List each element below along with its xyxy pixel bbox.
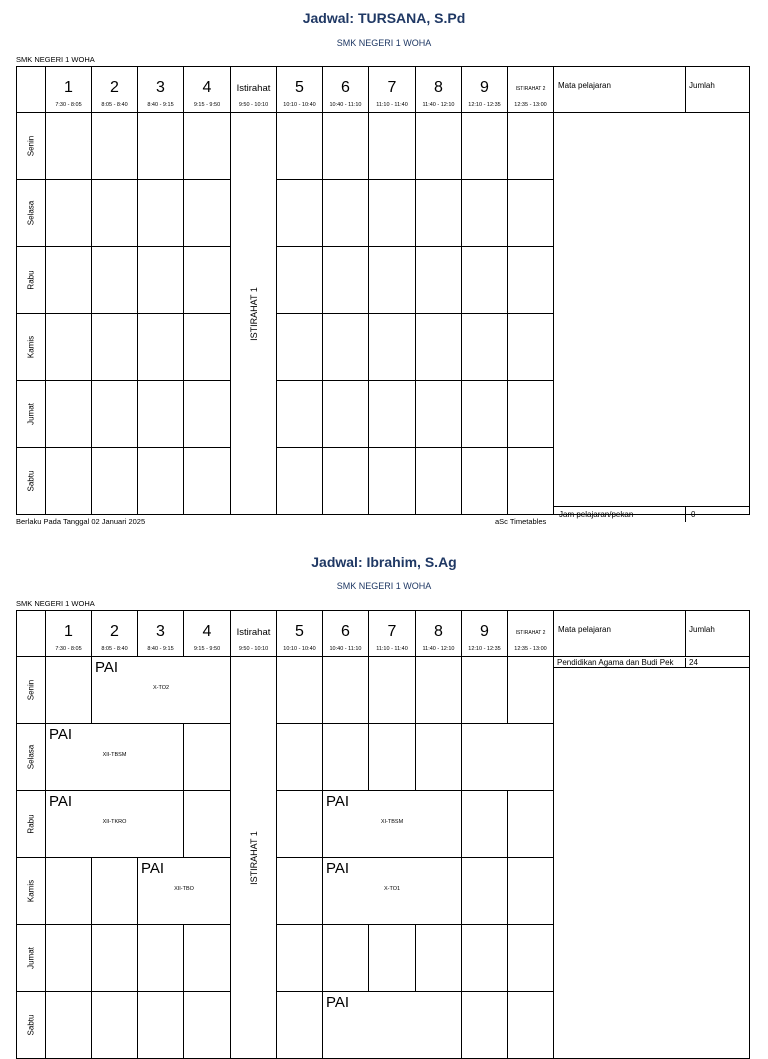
count-header [686,611,750,657]
empty-slot [462,858,508,925]
total-value: 0 [691,510,696,519]
empty-slot [277,314,323,381]
period-number: 8 [434,79,443,96]
empty-slot [277,992,323,1059]
empty-slot [508,657,554,724]
empty-slot [508,113,554,180]
day-cell [17,113,46,180]
break-column [231,657,277,1059]
day-label: Jumat [26,403,36,425]
empty-slot [462,247,508,314]
empty-slot [184,724,231,791]
period-time: 8:05 - 8:40 [101,646,128,652]
lesson-subject: PAI [326,793,350,810]
empty-slot [46,657,92,724]
empty-slot [508,448,554,515]
empty-slot [138,247,184,314]
period-header [277,67,323,113]
period-header [416,611,462,657]
break-vertical-label: ISTIRAHAT 1 [248,286,259,341]
lesson-cell[interactable] [323,791,462,858]
empty-slot [369,314,416,381]
corner-cell [17,67,46,113]
period-number: 7 [387,79,397,96]
subjects-header [554,611,686,657]
empty-slot [462,448,508,515]
day-cell [17,448,46,515]
lesson-subject: PAI [49,793,73,810]
empty-slot [138,314,184,381]
period-time: 11:40 - 12:10 [422,646,455,652]
empty-slot [508,992,554,1059]
day-cell [17,314,46,381]
total-label: Jam pelajaran/pekan [559,510,634,519]
timetable [16,66,750,515]
empty-slot [508,247,554,314]
period-number: 9 [480,623,489,640]
empty-slot [46,858,92,925]
lesson-subject: PAI [49,726,73,743]
empty-slot [462,381,508,448]
timetable-grid [16,66,750,519]
empty-slot [138,448,184,515]
day-cell [17,791,46,858]
empty-slot [92,247,138,314]
empty-slot [92,448,138,515]
lesson-cell[interactable] [92,657,231,724]
empty-slot [184,247,231,314]
subject-count: 24 [689,658,698,667]
break-vertical-label: ISTIRAHAT 1 [248,830,259,885]
empty-slot [323,113,369,180]
empty-slot [416,314,462,381]
count-header [686,67,750,113]
empty-slot [184,381,231,448]
empty-slot [138,180,184,247]
timetable [16,610,750,1059]
empty-slot [277,657,323,724]
period-header [46,67,92,113]
empty-slot [508,858,554,925]
empty-slot [138,992,184,1059]
empty-slot [416,180,462,247]
empty-slot [369,247,416,314]
footer-generator: aSc Timetables [495,517,547,526]
period-time: 10:40 - 11:10 [329,102,362,108]
empty-slot [277,724,323,791]
period-header [369,611,416,657]
day-label: Senin [26,679,36,701]
lesson-class: XII-TKRO [102,819,127,825]
lesson-class: XII-TBO [174,886,194,892]
period-time: 9:15 - 9:50 [193,102,221,108]
subjects-header [554,67,686,113]
empty-slot [323,314,369,381]
period-time: 11:10 - 11:40 [376,646,408,652]
period-time: 9:50 - 10:10 [238,102,269,108]
lesson-class: X-TO2 [152,685,170,691]
empty-slot [277,113,323,180]
period-number: 5 [295,623,304,640]
timetable-grid [16,610,750,1059]
period-time: 10:40 - 11:10 [329,646,362,652]
empty-slot [184,992,231,1059]
subjects-header-label: Mata pelajaran [558,81,611,90]
lesson-subject: PAI [326,994,350,1011]
day-cell [17,992,46,1059]
day-label: Sabtu [26,470,36,492]
empty-slot [323,724,369,791]
day-label: Sabtu [26,1014,36,1036]
empty-slot [46,992,92,1059]
empty-slot [92,180,138,247]
period-time: 12:10 - 12:35 [468,102,501,108]
period-time: 7:30 - 8:05 [55,646,82,652]
period-number: 7 [387,623,397,640]
period-time: 8:40 - 9:15 [147,102,174,108]
empty-slot [184,448,231,515]
empty-slot [369,113,416,180]
period-number: 3 [156,623,165,640]
break-header-label: Istirahat [236,83,271,94]
empty-slot [323,657,369,724]
school-name-small: SMK NEGERI 1 WOHA [16,55,95,64]
lesson-class: XII-TBSM [102,752,127,758]
empty-slot [369,657,416,724]
empty-slot [369,381,416,448]
day-cell [17,858,46,925]
empty-slot [92,381,138,448]
subject-name: Pendidikan Agama dan Budi Pek [557,658,674,667]
day-label: Rabu [26,270,36,290]
empty-slot [508,381,554,448]
period-header [277,611,323,657]
period-header [184,67,231,113]
day-cell [17,724,46,791]
empty-slot [369,724,416,791]
schedule-title: Jadwal: TURSANA, S.Pd [302,10,466,26]
empty-slot [416,247,462,314]
empty-slot [462,992,508,1059]
period-time: 10:10 - 10:40 [283,646,316,652]
period-number: 6 [341,79,350,96]
empty-slot [462,314,508,381]
empty-slot [184,180,231,247]
empty-slot [92,858,138,925]
period-time: 11:10 - 11:40 [376,102,408,108]
empty-slot [277,791,323,858]
period-time: 12:35 - 13:00 [514,102,547,108]
empty-slot [184,925,231,992]
day-label: Selasa [26,744,36,770]
empty-slot [46,381,92,448]
period-header [323,67,369,113]
empty-slot [46,180,92,247]
empty-slot [138,113,184,180]
empty-slot [416,381,462,448]
period-time: 11:40 - 12:10 [422,102,455,108]
subjects-list [554,113,750,515]
period-number: 2 [110,79,119,96]
day-cell [17,247,46,314]
period-number: 1 [64,623,73,640]
empty-slot [508,314,554,381]
empty-slot [462,657,508,724]
period-time: 12:10 - 12:35 [468,646,501,652]
empty-slot [462,180,508,247]
subjects-list [554,657,750,1059]
day-cell [17,925,46,992]
empty-slot [416,657,462,724]
empty-slot [508,791,554,858]
period-header [323,611,369,657]
period-number: 2 [110,623,119,640]
empty-slot [138,381,184,448]
empty-slot [138,925,184,992]
school-name: SMK NEGERI 1 WOHA [336,38,432,48]
lesson-subject: PAI [326,860,350,877]
empty-slot [277,858,323,925]
empty-slot [46,247,92,314]
empty-slot [277,381,323,448]
period-header [369,67,416,113]
break2-header-label: ISTIRAHAT 2 [515,86,546,92]
period-time: 9:15 - 9:50 [193,646,221,652]
period-header [184,611,231,657]
period-time: 7:30 - 8:05 [55,102,82,108]
lesson-subject: PAI [141,860,165,877]
empty-slot [508,180,554,247]
period-number: 4 [202,623,212,640]
corner-cell [17,611,46,657]
period-header [92,67,138,113]
period-time: 12:35 - 13:00 [514,646,547,652]
lesson-cell[interactable] [46,724,184,791]
empty-slot [508,925,554,992]
period-header [508,611,554,657]
empty-slot [184,791,231,858]
period-number: 4 [202,79,212,96]
subject-row [553,658,749,668]
period-header [46,611,92,657]
empty-slot [462,925,508,992]
count-header-label: Jumlah [689,625,715,634]
period-number: 3 [156,79,165,96]
lesson-cell[interactable] [138,858,231,925]
empty-slot [416,448,462,515]
period-header [231,67,277,113]
period-time: 8:05 - 8:40 [101,102,128,108]
total-row [553,506,749,522]
period-header [462,611,508,657]
empty-slot [416,925,462,992]
break-column [231,113,277,515]
lesson-class: XI-TBSM [380,819,404,825]
subjects-header-label: Mata pelajaran [558,625,611,634]
day-cell [17,381,46,448]
day-cell [17,657,46,724]
period-time: 10:10 - 10:40 [283,102,316,108]
lesson-class: X-TO1 [383,886,401,892]
empty-slot [92,113,138,180]
empty-slot [277,247,323,314]
period-number: 5 [295,79,304,96]
empty-slot [416,724,462,791]
empty-slot [323,247,369,314]
empty-slot [92,925,138,992]
day-label: Rabu [26,814,36,834]
lesson-subject: PAI [95,659,119,676]
break2-header-label: ISTIRAHAT 2 [515,630,546,636]
empty-slot [46,113,92,180]
break-header-label: Istirahat [236,627,271,638]
empty-slot [46,314,92,381]
day-label: Jumat [26,947,36,969]
empty-slot [323,925,369,992]
period-number: 8 [434,623,443,640]
period-header [138,67,184,113]
period-header [508,67,554,113]
period-header [138,611,184,657]
schedule-title: Jadwal: Ibrahim, S.Ag [311,554,457,570]
day-label: Senin [26,135,36,157]
empty-slot [462,791,508,858]
period-header [231,611,277,657]
day-cell [17,180,46,247]
period-time: 9:50 - 10:10 [238,646,269,652]
lesson-cell[interactable] [46,791,184,858]
period-number: 9 [480,79,489,96]
period-number: 6 [341,623,350,640]
empty-slot [462,113,508,180]
empty-slot [369,448,416,515]
empty-slot [92,992,138,1059]
footer-valid-date: Berlaku Pada Tanggal 02 Januari 2025 [16,517,146,526]
period-number: 1 [64,79,73,96]
empty-slot [369,180,416,247]
empty-slot [46,448,92,515]
empty-slot [184,314,231,381]
day-label: Kamis [26,879,36,903]
empty-slot [277,180,323,247]
empty-slot [277,448,323,515]
empty-slot [277,925,323,992]
school-name: SMK NEGERI 1 WOHA [336,581,432,591]
empty-slot [92,314,138,381]
empty-slot [46,925,92,992]
count-header-label: Jumlah [689,81,715,90]
empty-slot [323,180,369,247]
empty-slot [369,925,416,992]
period-header [416,67,462,113]
lesson-cell[interactable] [323,858,462,925]
empty-slot [323,381,369,448]
empty-slot [184,113,231,180]
period-header [92,611,138,657]
school-name-small: SMK NEGERI 1 WOHA [16,599,95,608]
day-label: Kamis [26,335,36,359]
empty-slot [323,448,369,515]
period-time: 8:40 - 9:15 [147,646,174,652]
empty-slot [416,113,462,180]
day-label: Selasa [26,200,36,226]
lesson-cell[interactable] [323,992,462,1059]
period-header [462,67,508,113]
